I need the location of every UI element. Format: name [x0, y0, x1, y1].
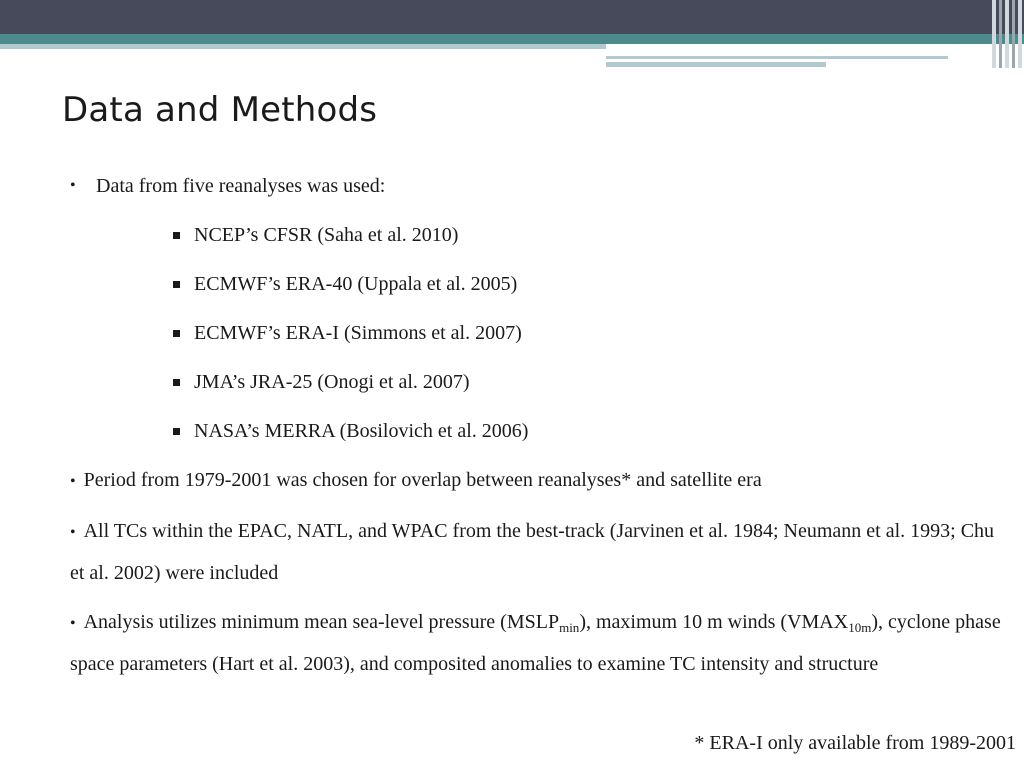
square-bullet-icon: [173, 281, 180, 288]
subscript-min: min: [559, 620, 580, 635]
slide-body: [70, 166, 1010, 693]
sub-bullet-reanalysis: [70, 313, 1010, 353]
header-bar-gap: [606, 44, 1024, 54]
header-bar-dark: [0, 0, 1024, 34]
bullet-text-part: Analysis utilizes minimum mean sea-level pressure (MSLP: [83, 611, 560, 633]
square-bullet-icon: [173, 330, 180, 337]
bullet-text: Data from five reanalyses was used:: [96, 175, 386, 197]
header-thin-line: [606, 56, 948, 59]
slide-title: Data and Methods: [62, 90, 378, 130]
bullet-icon: •: [70, 177, 76, 194]
sub-bullet-reanalysis: [70, 411, 1010, 451]
bullet-text-part: ), cyclone phase space parameters (Hart et al. 2003), and composited anomalies to examine TC intensity and structure: [70, 611, 1001, 675]
sub-bullet-reanalysis: [70, 264, 1010, 304]
header-bar-teal: [0, 34, 1024, 44]
sub-bullet-reanalysis: [70, 362, 1010, 402]
footnote: * ERA-I only available from 1989-2001: [694, 732, 1016, 754]
sub-bullet-text: NCEP’s CFSR (Saha et al. 2010): [194, 224, 459, 246]
bullet-period: [70, 460, 1010, 502]
sub-bullet-text: ECMWF’s ERA-40 (Uppala et al. 2005): [194, 273, 518, 295]
header-stripes: [992, 0, 1024, 68]
sub-bullet-text: ECMWF’s ERA-I (Simmons et al. 2007): [194, 322, 522, 344]
header-thin-line: [606, 62, 826, 67]
header-bar-light: [0, 44, 606, 49]
bullet-text: Period from 1979-2001 was chosen for overlap between reanalyses* and satellite era: [83, 469, 762, 491]
sub-bullet-text: NASA’s MERRA (Bosilovich et al. 2006): [194, 420, 529, 442]
square-bullet-icon: [173, 428, 180, 435]
bullet-icon: •: [70, 524, 76, 541]
bullet-data-intro: [70, 166, 1010, 206]
square-bullet-icon: [173, 232, 180, 239]
subscript-10m: 10m: [848, 620, 872, 635]
bullet-tcs: [70, 511, 1010, 593]
sub-bullet-reanalysis: [70, 215, 1010, 255]
sub-bullet-text: JMA’s JRA-25 (Onogi et al. 2007): [194, 371, 470, 393]
bullet-analysis: [70, 602, 1010, 684]
bullet-icon: •: [70, 615, 76, 632]
bullet-text-part: ), maximum 10 m winds (VMAX: [579, 611, 849, 633]
bullet-text: All TCs within the EPAC, NATL, and WPAC from the best-track (Jarvinen et al. 1984; Neumann et al. 1993; Chu et al. 2002) were included: [70, 520, 995, 584]
bullet-icon: •: [70, 473, 76, 490]
square-bullet-icon: [173, 379, 180, 386]
